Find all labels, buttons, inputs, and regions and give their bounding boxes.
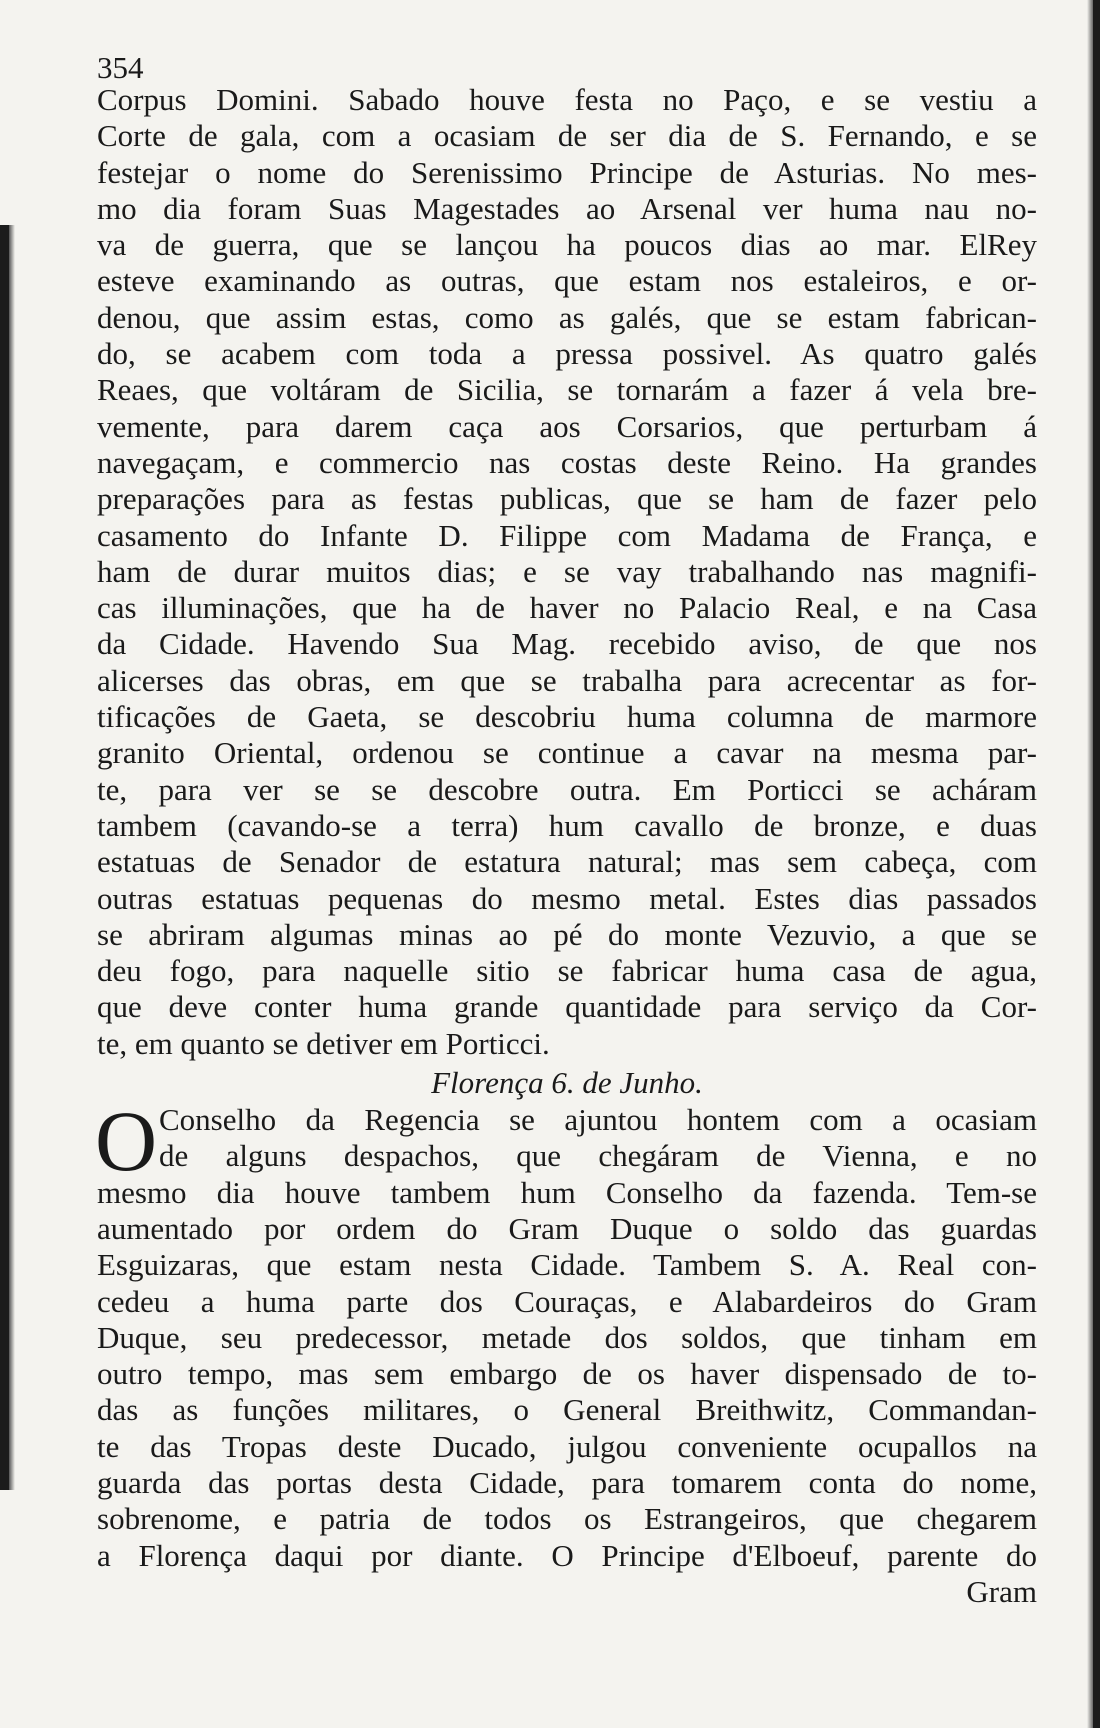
text-line: da Cidade. Havendo Sua Mag. recebido aviso, de que nos [97,626,1037,662]
text-line: que deve conter huma grande quantidade para serviço da Cor- [97,989,1037,1025]
text-line: casamento do Infante D. Filippe com Madama de França, e [97,517,1037,553]
text-line: tambem (cavando-se a terra) hum cavallo de bronze, e duas [97,807,1037,843]
florence-news-paragraph [95,1093,1037,1574]
text-line: alicerses das obras, em que se trabalha para acrecentar as for- [97,662,1037,698]
text-line: denou, que assim estas, como as galés, que se estam fabrican- [97,299,1037,335]
text-line: tificações de Gaeta, se descobriu huma columna de marmore [97,699,1037,735]
dateline-heading: Florença 6. de Junho. [431,1065,703,1101]
text-line: esteve examinando as outras, que estam nos estaleiros, e or- [97,263,1037,299]
text-line: te, para ver se se descobre outra. Em Porticci se acháram [97,771,1037,807]
text-line: granito Oriental, ordenou se continue a cavar na mesma par- [97,735,1037,771]
page-left-shadow [9,225,15,1490]
text-line: outro tempo, mas sem embargo de os haver dispensado de to- [97,1356,1037,1392]
text-line: Conselho da Regencia se ajuntou hontem com a ocasiam [159,1102,1037,1138]
text-line: mesmo dia houve tambem hum Conselho da fazenda. Tem-se [97,1174,1037,1210]
text-line: a Florença daqui por diante. O Principe d'Elboeuf, parente do [97,1537,1037,1573]
text-line: Corte de gala, com a ocasiam de ser dia de S. Fernando, e se [97,118,1037,154]
text-line: vemente, para darem caça aos Corsarios, que perturbam á [97,408,1037,444]
text-line: cas illuminações, que ha de haver no Palacio Real, e na Casa [97,590,1037,626]
text-line: das as funções militares, o General Breithwitz, Commandan- [97,1392,1037,1428]
text-line: guarda das portas desta Cidade, para tomarem conta do nome, [97,1464,1037,1500]
text-line: se abriram algumas minas ao pé do monte Vezuvio, a que se [97,916,1037,952]
text-line: te, em quanto se detiver em Porticci. [97,1025,550,1061]
text-line: estatuas de Senador de estatura natural; mas sem cabeça, com [97,844,1037,880]
text-line: cedeu a huma parte dos Couraças, e Alabardeiros do Gram [97,1283,1037,1319]
text-line: mo dia foram Suas Magestades ao Arsenal ver huma nau no- [97,190,1037,226]
text-line: festejar o nome do Serenissimo Principe de Asturias. No mes- [97,154,1037,190]
text-line: deu fogo, para naquelle sitio se fabricar huma casa de agua, [97,953,1037,989]
text-line: do, se acabem com toda a pressa possivel. As quatro galés [97,336,1037,372]
drop-cap: O [95,1093,158,1190]
text-line: navegaçam, e commercio nas costas deste Reino. Ha grandes [97,444,1037,480]
text-line: de alguns despachos, que chegáram de Vienna, e no [159,1138,1037,1174]
florence-news-text [95,1093,1037,1574]
text-line: ham de durar muitos dias; e se vay trabalhando nas magnifi- [97,553,1037,589]
text-line: preparações para as festas publicas, que se ham de fazer pelo [97,481,1037,517]
page-right-shadow [1087,0,1093,1728]
document-page [97,50,1037,1610]
page-right-edge [1093,0,1100,1728]
napoli-news-text [97,82,1037,1062]
text-line: sobrenome, e patria de todos os Estrangeiros, que chegarem [97,1501,1037,1537]
text-line: aumentado por ordem do Gram Duque o soldo das guardas [97,1210,1037,1246]
text-line: va de guerra, que se lançou ha poucos dias ao mar. ElRey [97,227,1037,263]
text-line: outras estatuas pequenas do mesmo metal. Estes dias passados [97,880,1037,916]
page-number: 354 [97,50,144,85]
text-line: Corpus Domini. Sabado houve festa no Paço, e se vestiu a [97,82,1037,117]
text-line: Esguizaras, que estam nesta Cidade. Tambem S. A. Real con- [97,1247,1037,1283]
catchword: Gram [966,1573,1037,1609]
page-left-edge [0,225,9,1490]
text-line: te das Tropas deste Ducado, julgou conveniente ocupallos na [97,1428,1037,1464]
text-line: Reaes, que voltáram de Sicilia, se tornarám a fazer á vela bre- [97,372,1037,408]
text-line: Duque, seu predecessor, metade dos soldos, que tinham em [97,1319,1037,1355]
